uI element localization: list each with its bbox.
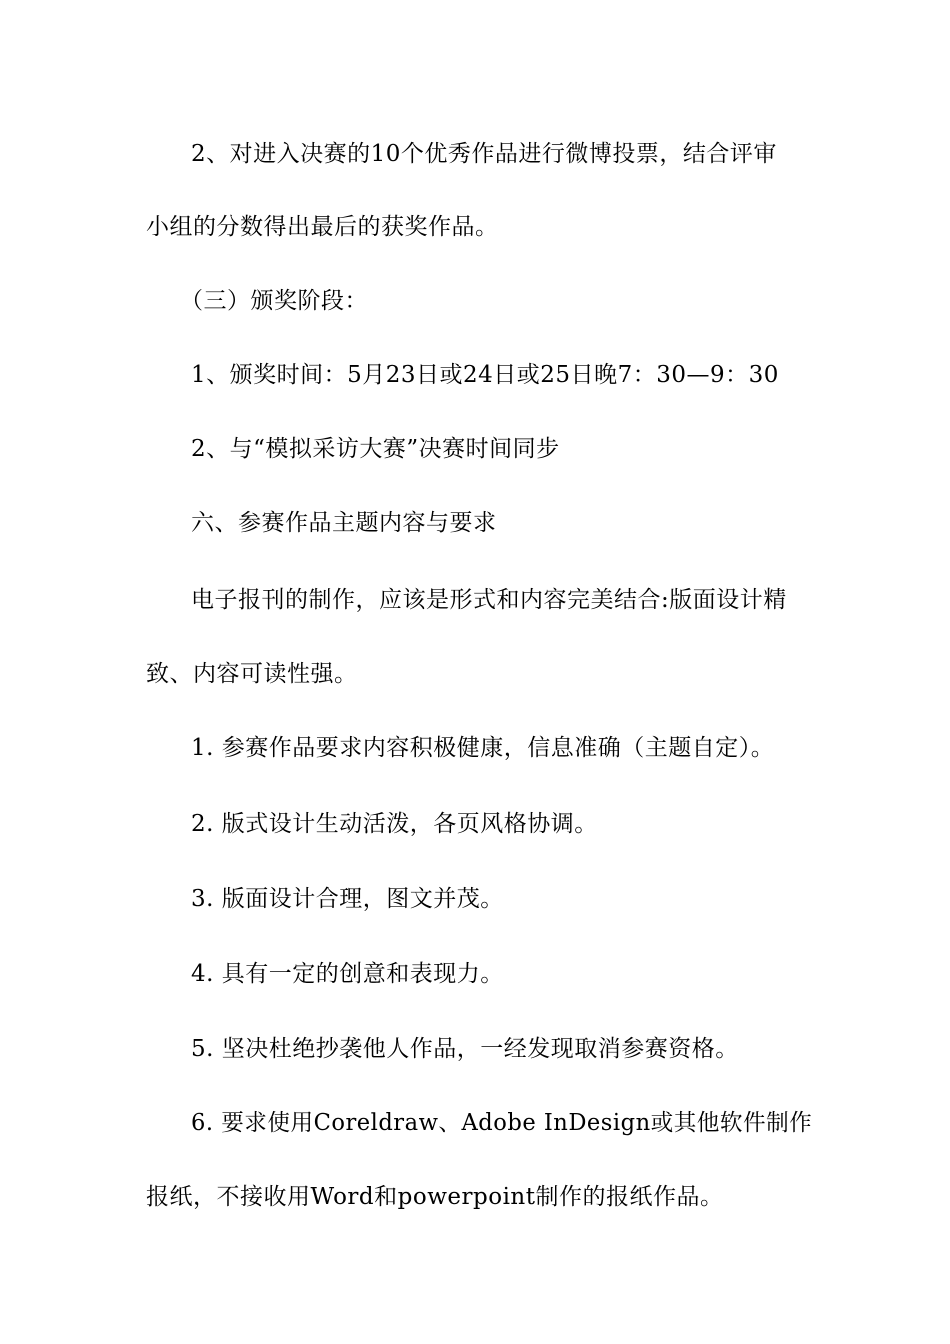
paragraph-line: 2、对进入决赛的10个优秀作品进行微博投票，结合评审 [191, 141, 777, 167]
list-item: 3. 版面设计合理，图文并茂。 [191, 886, 504, 912]
paragraph-line: 小组的分数得出最后的获奖作品。 [146, 214, 499, 240]
paragraph-line: 电子报刊的制作，应该是形式和内容完美结合:版面设计精 [191, 587, 787, 613]
section-heading: 六、参赛作品主题内容与要求 [191, 510, 497, 536]
list-item: 6. 要求使用Coreldraw、Adobe InDesign或其他软件制作 [191, 1110, 813, 1136]
paragraph-line: 1、颁奖时间：5月23日或24日或25日晚7：30—9：30 [191, 362, 779, 388]
list-item: 1. 参赛作品要求内容积极健康，信息准确（主题自定）。 [191, 735, 775, 761]
paragraph-line: 报纸，不接收用Word和powerpoint制作的报纸作品。 [146, 1184, 724, 1210]
paragraph-line: 2、与“模拟采访大赛”决赛时间同步 [191, 436, 560, 462]
list-item: 2. 版式设计生动活泼，各页风格协调。 [191, 811, 598, 837]
section-heading: （三）颁奖阶段： [180, 288, 368, 314]
paragraph-line: 致、内容可读性强。 [146, 661, 358, 687]
list-item: 5. 坚决杜绝抄袭他人作品，一经发现取消参赛资格。 [191, 1036, 739, 1062]
list-item: 4. 具有一定的创意和表现力。 [191, 961, 504, 987]
